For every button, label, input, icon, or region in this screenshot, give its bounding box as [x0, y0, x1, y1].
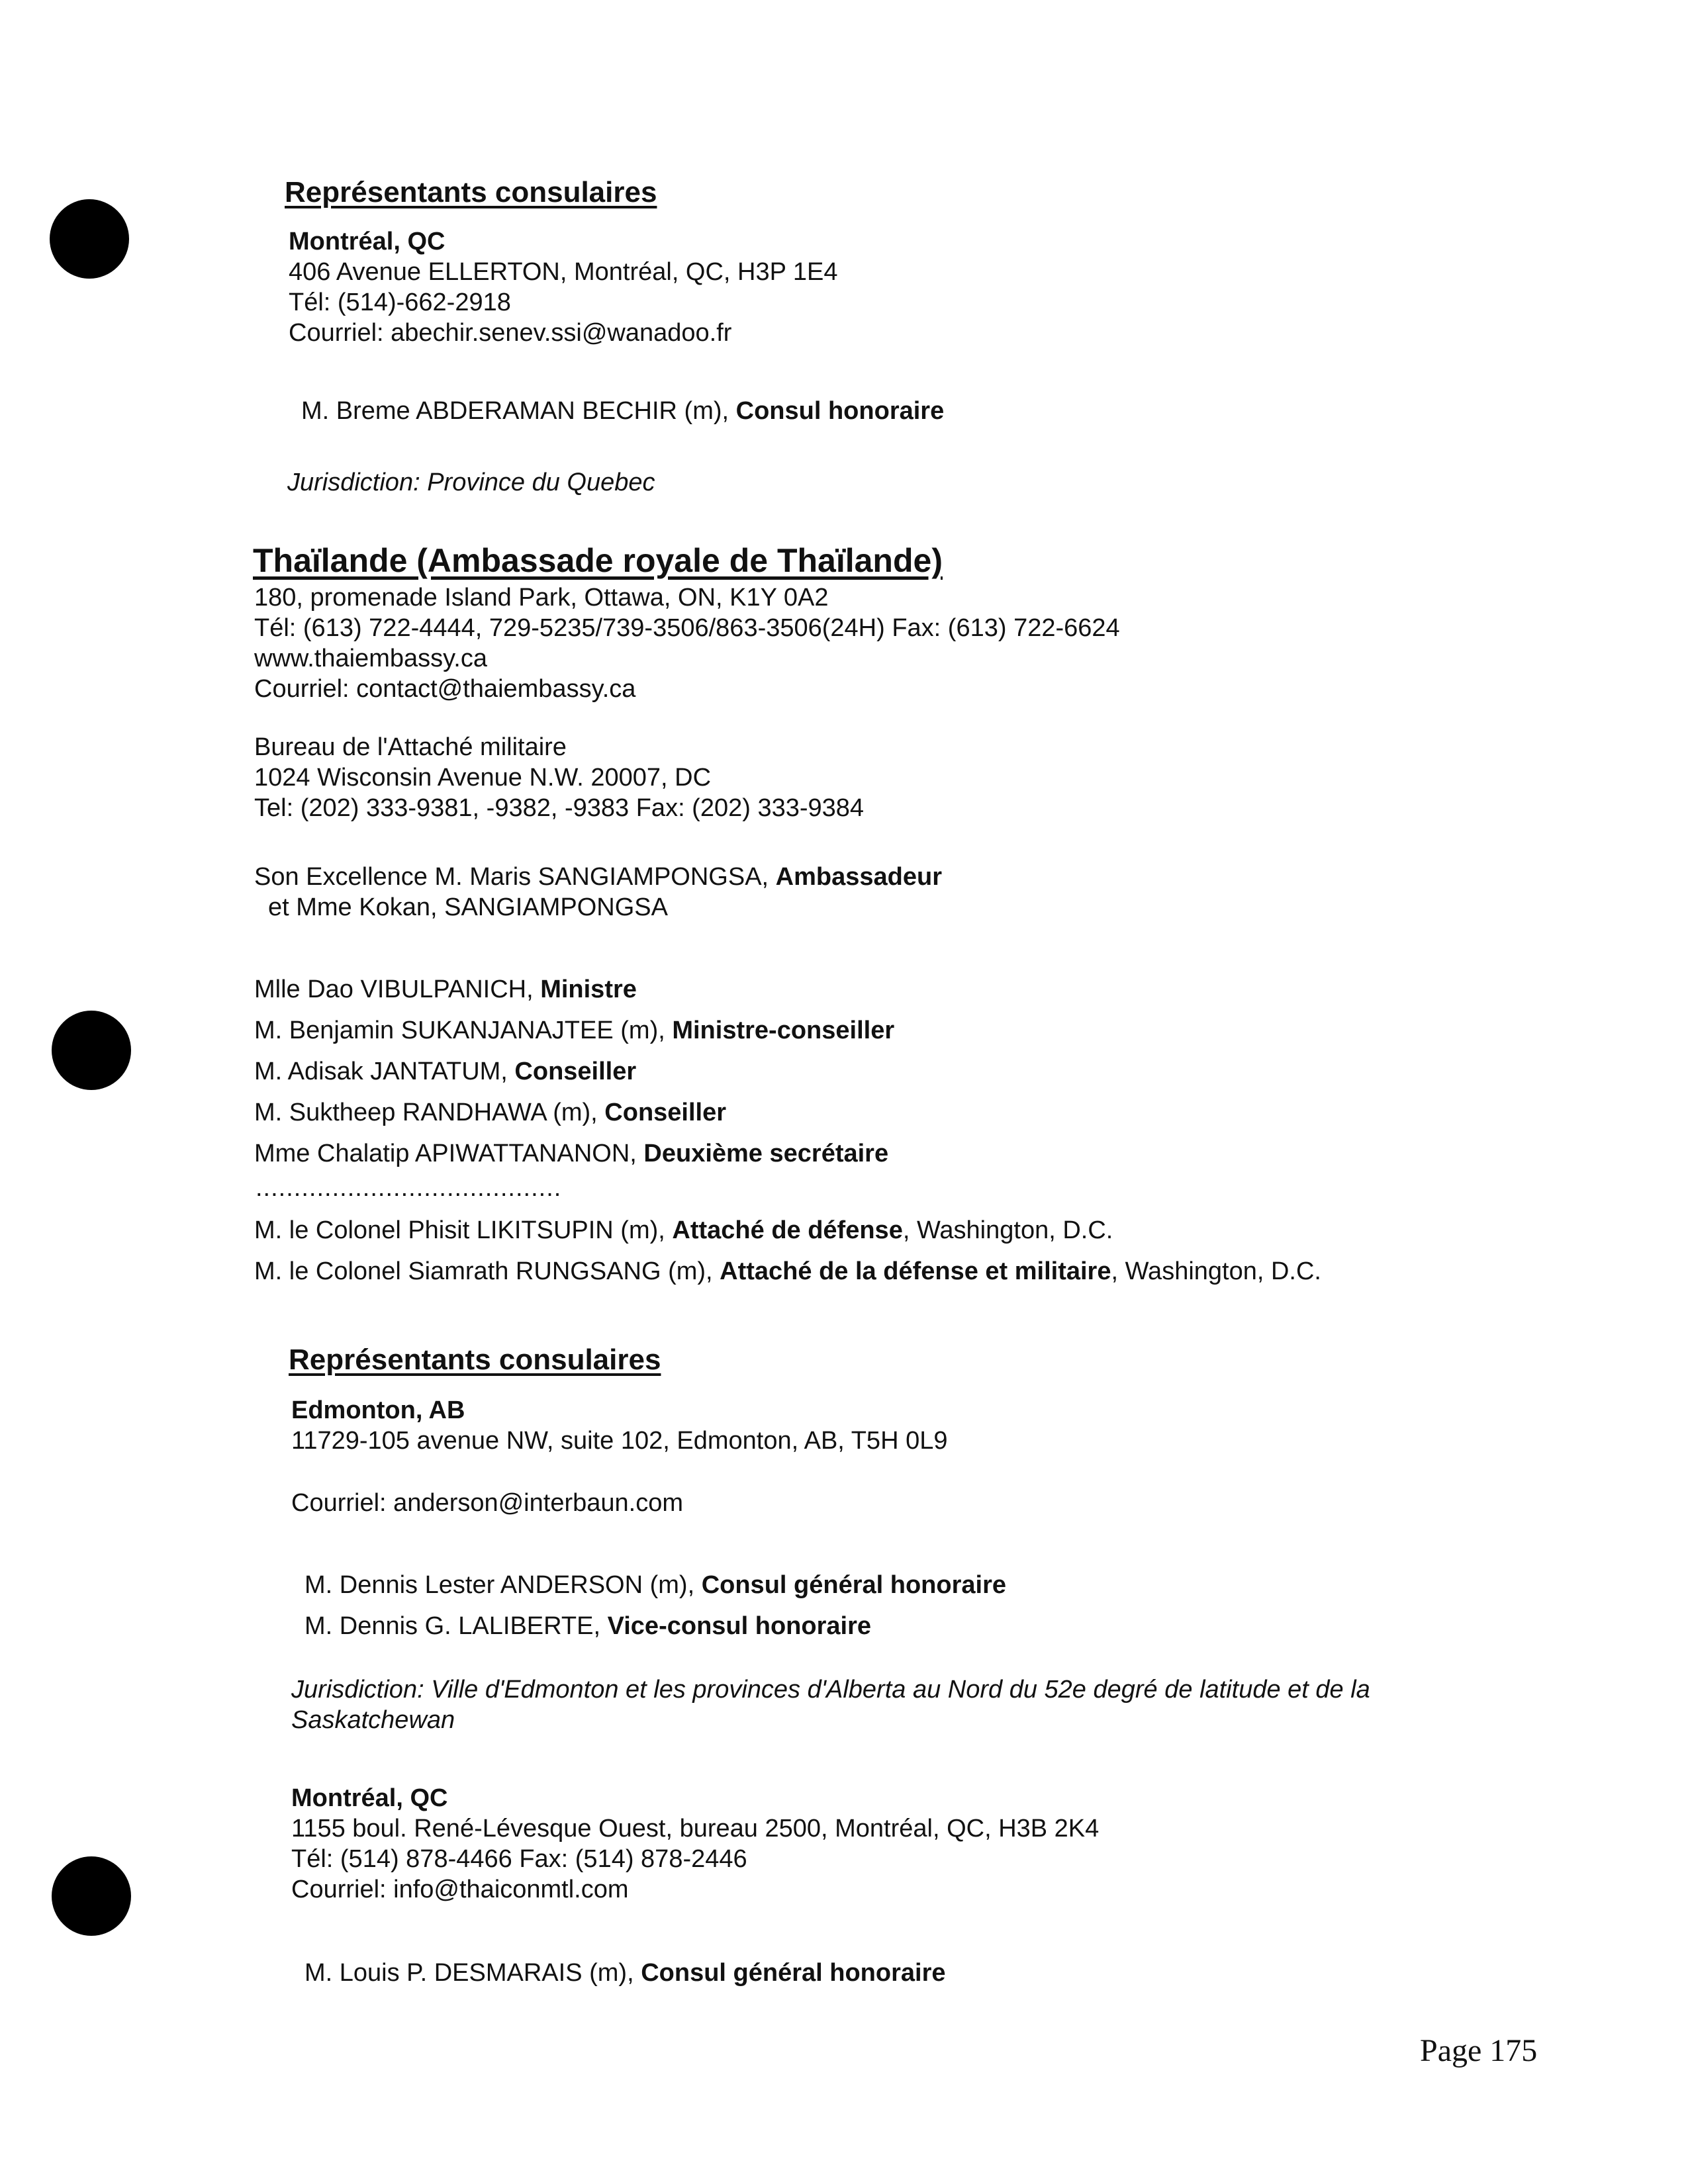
attache-entry: M. le Colonel Phisit LIKITSUPIN (m), Attaché de défense, Washington, D.C.: [254, 1216, 1113, 1244]
city-heading-montreal-2: Montréal, QC: [291, 1784, 448, 1812]
staff-entry: M. Benjamin SUKANJANAJTEE (m), Ministre-conseiller: [254, 1017, 895, 1044]
person-entry: M. Dennis G. LALIBERTE, Vice-consul honoraire: [305, 1612, 871, 1640]
embassy-email: Courriel: contact@thaiembassy.ca: [254, 675, 636, 703]
person-entry: [305, 1958, 946, 1988]
person-entry: M. Dennis Lester ANDERSON (m), Consul général honoraire: [305, 1571, 1006, 1599]
person-title: Consul honoraire: [735, 397, 945, 425]
dotted-separator: ........................................: [256, 1174, 562, 1202]
country-heading: Thaïlande (Ambassade royale de Thaïlande): [253, 542, 943, 579]
person-name: M. Louis P. DESMARAIS (m),: [305, 1959, 641, 1987]
person-name: M. Breme ABDERAMAN BECHIR (m),: [301, 397, 736, 425]
ambassador-entry: [254, 862, 942, 892]
phone-line: Tél: (514) 878-4466 Fax: (514) 878-2446: [291, 1845, 747, 1873]
person-entry: [301, 396, 944, 426]
binder-hole-middle: [52, 1011, 131, 1090]
email-line: Courriel: info@thaiconmtl.com: [291, 1876, 629, 1903]
military-attache-list: [254, 1210, 1321, 1292]
email-line: Courriel: abechir.senev.ssi@wanadoo.fr: [289, 319, 732, 347]
section-heading-consular-1: Représentants consulaires: [285, 176, 657, 208]
phone-line: Tél: (514)-662-2918: [289, 289, 511, 316]
jurisdiction-note-line-2: Saskatchewan: [291, 1706, 455, 1734]
military-office-name: Bureau de l'Attaché militaire: [254, 733, 567, 761]
binder-hole-top: [50, 199, 129, 279]
consul-list: [305, 1565, 1006, 1647]
page-number: Page 175: [1420, 2033, 1538, 2068]
address-line: 406 Avenue ELLERTON, Montréal, QC, H3P 1E4: [289, 258, 838, 286]
attache-entry: M. le Colonel Siamrath RUNGSANG (m), Attaché de la défense et militaire, Washington, D.C.: [254, 1257, 1321, 1285]
ambassador-name: Son Excellence M. Maris SANGIAMPONGSA,: [254, 863, 776, 891]
military-office-phone: Tel: (202) 333-9381, -9382, -9383 Fax: (202) 333-9384: [254, 794, 865, 822]
staff-list: [254, 969, 894, 1174]
staff-entry: Mlle Dao VIBULPANICH, Ministre: [254, 976, 637, 1003]
city-heading-montreal-1: Montréal, QC: [289, 228, 445, 255]
jurisdiction-note-line-1: Jurisdiction: Ville d'Edmonton et les provinces d'Alberta au Nord du 52e degré de latitude et de la: [291, 1676, 1370, 1704]
section-heading-consular-2: Représentants consulaires: [289, 1343, 661, 1376]
address-line: 11729-105 avenue NW, suite 102, Edmonton, AB, T5H 0L9: [291, 1427, 948, 1455]
military-office-address: 1024 Wisconsin Avenue N.W. 20007, DC: [254, 764, 712, 792]
email-line: Courriel: anderson@interbaun.com: [291, 1489, 683, 1517]
address-line: 1155 boul. René-Lévesque Ouest, bureau 2500, Montréal, QC, H3B 2K4: [291, 1815, 1100, 1843]
binder-hole-bottom: [52, 1856, 131, 1936]
person-title: Consul général honoraire: [641, 1959, 946, 1987]
staff-entry: M. Suktheep RANDHAWA (m), Conseiller: [254, 1099, 727, 1126]
embassy-website: www.thaiembassy.ca: [254, 645, 487, 672]
city-heading-edmonton: Edmonton, AB: [291, 1396, 465, 1424]
staff-entry: Mme Chalatip APIWATTANANON, Deuxième secrétaire: [254, 1140, 889, 1167]
ambassador-spouse: et Mme Kokan, SANGIAMPONGSA: [268, 893, 668, 921]
ambassador-title: Ambassadeur: [775, 863, 942, 891]
embassy-phone: Tél: (613) 722-4444, 729-5235/739-3506/863-3506(24H) Fax: (613) 722-6624: [254, 614, 1120, 642]
embassy-address: 180, promenade Island Park, Ottawa, ON, K1Y 0A2: [254, 584, 829, 612]
staff-entry: M. Adisak JANTATUM, Conseiller: [254, 1058, 637, 1085]
jurisdiction-note: Jurisdiction: Province du Quebec: [287, 469, 655, 496]
